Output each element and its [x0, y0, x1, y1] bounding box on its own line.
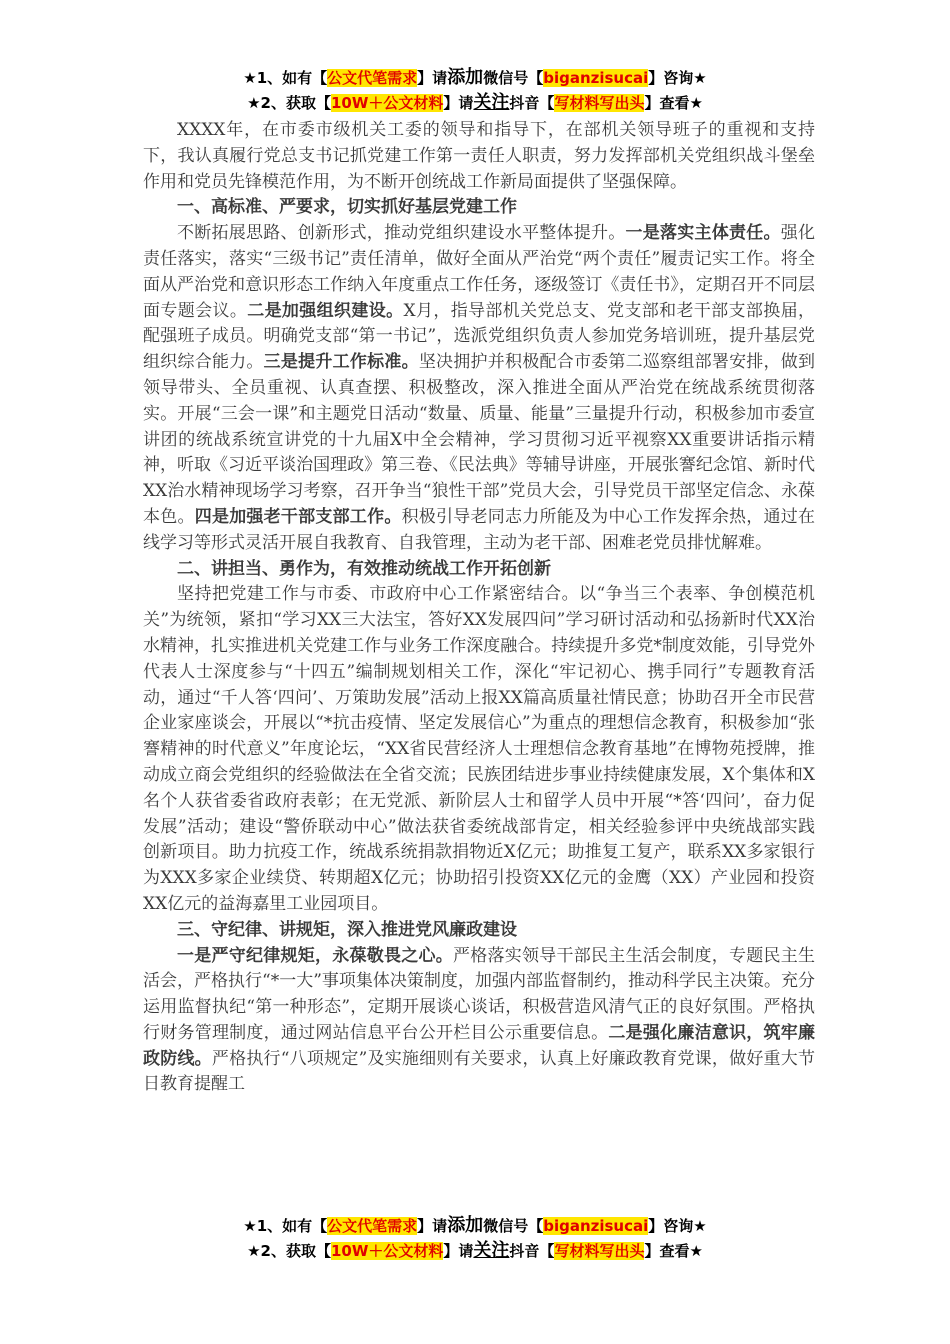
star-icon: ★ — [243, 1217, 257, 1235]
star-icon: ★ — [247, 1242, 261, 1260]
section-heading-3: 三、守纪律、讲规矩，深入推进党风廉政建设 — [177, 919, 517, 940]
highlight-materials: 10W＋公文材料 — [330, 1242, 444, 1260]
banner-line-1: ★1、如有【公文代笔需求】请添加微信号【biganzisucai】咨询★ — [243, 1215, 707, 1236]
document-body — [143, 118, 815, 1098]
top-banner — [0, 65, 950, 115]
star-icon: ★ — [247, 94, 261, 112]
banner-line-2: ★2、获取【10W＋公文材料】请关注抖音【写材料写出头】查看★ — [247, 92, 703, 113]
star-icon: ★ — [243, 69, 257, 87]
banner-line-2: ★2、获取【10W＋公文材料】请关注抖音【写材料写出头】查看★ — [247, 1240, 703, 1261]
highlight-wechat-id: biganzisucai — [543, 1217, 649, 1235]
bottom-banner — [0, 1213, 950, 1263]
section-heading-1: 一、高标准、严要求，切实抓好基层党建工作 — [177, 197, 517, 218]
intro-paragraph: XXXX年，在市委市级机关工委的领导和指导下，在部机关领导班子的重视和支持下，我认真履行党总支书记抓党建工作第一责任人职责，努力发挥部机关党组织战斗堡垒作用和党员先锋模范作用，为不断开创统战工作新局面提供了坚强保障。 — [143, 120, 815, 192]
highlight-wechat-id: biganzisucai — [543, 69, 649, 87]
highlight-ghostwriting: 公文代笔需求 — [327, 1217, 418, 1235]
section-2-paragraph: 坚持把党建工作与市委、市政府中心工作紧密结合。以“争当三个表率、争创模范机关”为统领，紧扣“学习XX三大法宝，答好XX发展四问”学习研讨活动和弘扬新时代XX治水精神，扎实推进机关党建工作与业务工作深度融合。持续提升多党*制度效能，引导党外代表人士深度参与“十四五”编制规划相关工作，深化“牢记初心、携手同行”专题教育活动，通过“千人答‘四问’、万策助发展”活动上报XX篇高质量社情民意；协助召开全市民营企业家座谈会，开展以“*抗击疫情、坚定发展信心”为重点的理想信念教育，积极参加“张謇精神的时代意义”年度论坛，“XX省民营经济人士理想信念教育基地”在博物苑授牌，推动成立商会党组织的经验做法在全省交流；民族团结进步事业持续健康发展，X个集体和X名个人获省委省政府表彰；在无党派、新阶层人士和留学人员中开展“*答‘四问’，奋力促发展”活动；建设“警侨联动中心”做法获省委统战部肯定，相关经验参评中央统战部实践创新项目。助力抗疫工作，统战系统捐款捐物近X亿元；助推复工复产，联系XX多家银行为XXX多家企业续贷、转期超X亿元；协助招引投资XX亿元的金鹰（XX）产业园和投资XX亿元的益海嘉里工业园项目。 — [143, 584, 815, 914]
highlight-ghostwriting: 公文代笔需求 — [327, 69, 418, 87]
highlight-douyin: 写材料写出头 — [554, 1242, 645, 1260]
section-1-paragraph: 不断拓展思路、创新形式，推动党组织建设水平整体提升。一是落实主体责任。强化责任落实，落实“三级书记”责任清单，做好全面从严治党“两个责任”履责记实工作。将全面从严治党和意识形态工作纳入年度重点工作任务，逐级签订《责任书》，定期召开不同层面专题会议。二是加强组织建设。X月，指导部机关党总支、党支部和老干部支部换届，配强班子成员。明确党支部“第一书记”，选派党组织负责人参加党务培训班，提升基层党组织综合能力。三是提升工作标准。坚决拥护并积极配合市委第二巡察组部署安排，做到领导带头、全员重视、认真查摆、积极整改，深入推进全面从严治党在统战系统贯彻落实。开展“三会一课”和主题党日活动“数量、质量、能量”三量提升行动，积极参加市委宣讲团的统战系统宣讲党的十九届X中全会精神，学习贯彻习近平视察XX重要讲话指示精神，听取《习近平谈治国理政》第三卷、《民法典》等辅导讲座，开展张謇纪念馆、新时代XX治水精神现场学习考察，召开争当“狼性干部”党员大会，引导党员干部坚定信念、永葆本色。四是加强老干部支部工作。积极引导老同志力所能及为中心工作发挥余热，通过在线学习等形式灵活开展自我教育、自我管理，主动为老干部、困难老党员排忧解难。 — [143, 223, 816, 553]
highlight-douyin: 写材料写出头 — [554, 94, 645, 112]
banner-line-1: ★1、如有【公文代笔需求】请添加微信号【biganzisucai】咨询★ — [243, 67, 707, 88]
highlight-materials: 10W＋公文材料 — [330, 94, 444, 112]
section-heading-2: 二、讲担当、勇作为，有效推动统战工作开拓创新 — [177, 558, 551, 579]
section-3-paragraph: 一是严守纪律规矩，永葆敬畏之心。严格落实领导干部民主生活会制度，专题民主生活会，严格执行“*一大”事项集体决策制度，加强内部监督制约，推动科学民主决策。充分运用监督执纪“第一种形态”，定期开展谈心谈话，积极营造风清气正的良好氛围。严格执行财务管理制度，通过网站信息平台公开栏目公示重要信息。二是强化廉洁意识，筑牢廉政防线。严格执行“八项规定”及实施细则有关要求，认真上好廉政教育党课，做好重大节日教育提醒工 — [143, 945, 816, 1095]
